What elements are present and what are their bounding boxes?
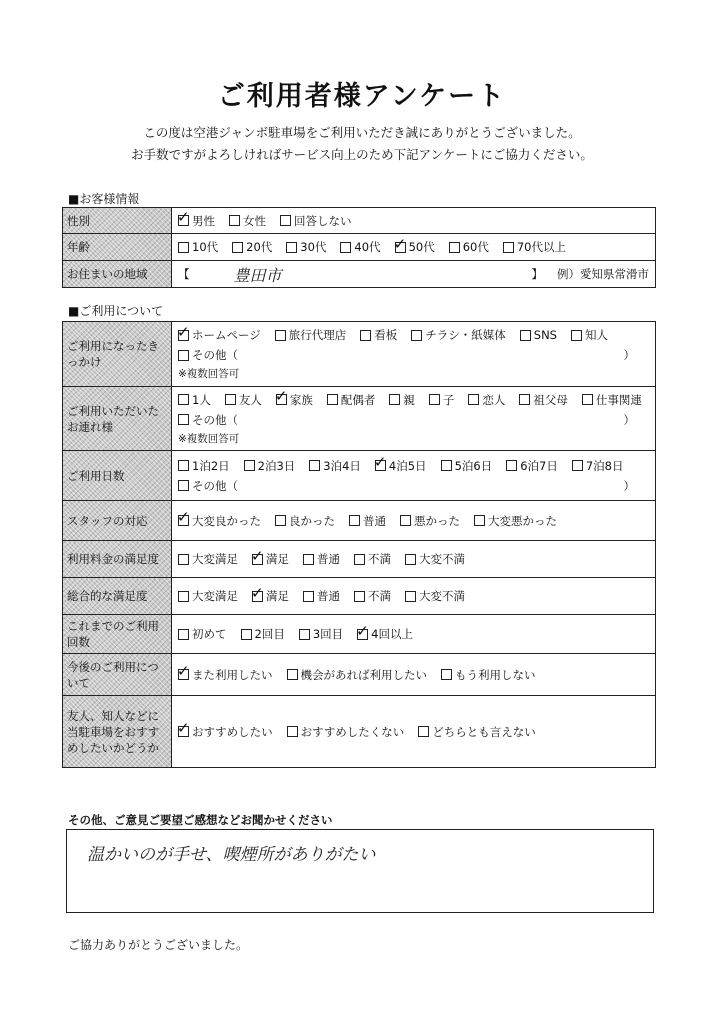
checkbox-icon[interactable] (178, 330, 189, 341)
checkbox-icon[interactable] (474, 515, 485, 526)
age-option-label: 70代以上 (516, 240, 566, 254)
days-option-label: 5泊6日 (454, 458, 493, 473)
checkbox-icon[interactable] (582, 394, 593, 405)
staff-option[interactable] (349, 513, 386, 529)
checkbox-icon[interactable] (275, 330, 286, 341)
checkbox-icon[interactable] (252, 591, 263, 602)
future-option[interactable] (287, 667, 428, 683)
checkbox-icon[interactable] (375, 460, 386, 471)
age-option-label: 50代 (408, 240, 435, 254)
trigger-option[interactable] (360, 327, 397, 343)
section-customer-info: ■お客様情報 (68, 192, 140, 206)
staff-option-label: 大変良かった (192, 513, 261, 528)
checkbox-icon[interactable] (178, 350, 189, 361)
companion-option[interactable] (468, 392, 505, 408)
overall-option[interactable] (178, 588, 238, 604)
checkbox-icon[interactable] (178, 414, 189, 425)
future-option[interactable] (441, 667, 536, 683)
staff-option[interactable] (474, 513, 557, 529)
checkbox-icon[interactable] (349, 515, 360, 526)
future-option-label: また利用したい (192, 667, 273, 682)
age-option[interactable] (178, 239, 218, 255)
count-options (178, 626, 649, 642)
row-label-staff: スタッフの対応 (63, 501, 172, 541)
companion-option-label: 恋人 (482, 392, 506, 407)
age-option-label: 20代 (246, 240, 273, 254)
comment-handwritten-text: 温かいのが手せ、喫煙所がありがたい (87, 845, 376, 865)
checkbox-icon[interactable] (389, 394, 400, 405)
checkbox-icon[interactable] (418, 726, 429, 737)
staff-option-label: 悪かった (414, 513, 460, 528)
checkbox-icon[interactable] (280, 215, 291, 226)
staff-option-label: 大変悪かった (488, 513, 557, 528)
checkbox-icon[interactable] (178, 554, 189, 565)
area-example: 例）愛知県常滑市 (557, 267, 649, 281)
age-option-label: 40代 (354, 240, 381, 254)
checkbox-icon[interactable] (275, 515, 286, 526)
checkbox-icon[interactable] (178, 591, 189, 602)
overall-option[interactable] (252, 588, 289, 604)
checkbox-icon[interactable] (520, 330, 531, 341)
staff-option[interactable] (275, 513, 335, 529)
companion-option-label: 祖父母 (533, 392, 568, 407)
age-option-label: 30代 (300, 240, 327, 254)
area-field[interactable] (172, 261, 656, 288)
trigger-option[interactable] (520, 327, 557, 343)
age-option[interactable] (503, 239, 566, 255)
companion-option-label: 友人 (238, 392, 262, 407)
row-label-days: ご利用日数 (63, 451, 172, 501)
checkbox-icon[interactable] (276, 394, 287, 405)
page-title: ご利用者様アンケート (217, 81, 507, 112)
age-option-label: 60代 (462, 240, 489, 254)
days-option[interactable] (506, 458, 558, 474)
overall-option-label: 満足 (266, 589, 289, 603)
intro-line-2: お手数ですがよろしければサービス向上のため下記アンケートにご協力ください。 (131, 147, 593, 162)
thanks-message: ご協力ありがとうございました。 (68, 938, 249, 952)
overall-option[interactable] (303, 588, 340, 604)
row-label-gender: 性別 (63, 208, 172, 234)
checkbox-icon[interactable] (178, 394, 189, 405)
overall-option-label: 不満 (368, 589, 391, 603)
future-option-label: もう利用しない (455, 667, 536, 682)
days-option[interactable] (441, 458, 493, 474)
count-option[interactable] (357, 626, 413, 642)
age-option[interactable] (340, 239, 380, 255)
trigger-option[interactable] (178, 327, 261, 343)
trigger-option-label: 旅行代理店 (288, 328, 347, 342)
companion-note: ※複数回答可 (178, 432, 240, 445)
fee-option-label: 大変不満 (419, 552, 465, 566)
companion-options (178, 392, 649, 428)
days-option-label: 4泊5日 (388, 458, 427, 473)
days-option[interactable] (178, 478, 238, 494)
trigger-option-label: 知人 (584, 328, 608, 342)
recommend-option-label: おすすめしたくない (300, 724, 405, 739)
age-option[interactable] (286, 239, 326, 255)
staff-option-label: 良かった (289, 513, 335, 528)
fee-option[interactable] (252, 551, 289, 567)
companion-option-label: その他（ (192, 412, 238, 427)
intro-line-1: この度は空港ジャンボ駐車場をご利用いただき誠にありがとうございました。 (143, 125, 581, 140)
checkbox-icon[interactable] (357, 629, 368, 640)
fee-option-label: 満足 (266, 552, 289, 566)
future-option[interactable] (178, 667, 273, 683)
checkbox-icon[interactable] (229, 215, 240, 226)
row-label-trigger: ご利用になったきっかけ (63, 322, 172, 387)
checkbox-icon[interactable] (286, 242, 297, 253)
gender-option[interactable] (280, 213, 352, 229)
trigger-option[interactable] (411, 327, 506, 343)
checkbox-icon[interactable] (178, 215, 189, 226)
checkbox-icon[interactable] (303, 554, 314, 565)
companion-other-close-paren: ） (623, 412, 635, 427)
checkbox-icon[interactable] (299, 629, 310, 640)
checkbox-icon[interactable] (503, 242, 514, 253)
gender-options (178, 213, 649, 229)
days-option-label: 7泊8日 (585, 458, 624, 473)
trigger-note: ※複数回答可 (178, 368, 240, 380)
staff-options (178, 513, 649, 529)
usage-table (62, 321, 656, 768)
checkbox-icon[interactable] (519, 394, 530, 405)
checkbox-icon[interactable] (287, 669, 298, 680)
fee-option-label: 普通 (317, 552, 340, 566)
checkbox-icon[interactable] (178, 726, 189, 737)
trigger-option-label: その他（ (192, 348, 238, 362)
companion-option[interactable] (178, 392, 211, 408)
companion-option[interactable] (389, 392, 415, 408)
gender-option-label: 女性 (243, 213, 266, 228)
checkbox-icon[interactable] (468, 394, 479, 405)
checkbox-icon[interactable] (506, 460, 517, 471)
overall-option[interactable] (354, 588, 391, 604)
checkbox-icon[interactable] (178, 480, 189, 491)
checkbox-icon[interactable] (241, 629, 252, 640)
staff-option[interactable] (178, 513, 261, 529)
trigger-options (178, 327, 649, 363)
checkbox-icon[interactable] (252, 554, 263, 565)
checkbox-icon[interactable] (441, 460, 452, 471)
comment-textarea[interactable] (66, 829, 654, 913)
gender-option[interactable] (229, 213, 266, 229)
companion-option[interactable] (225, 392, 262, 408)
overall-option-label: 大変不満 (419, 589, 465, 603)
checkbox-icon[interactable] (572, 460, 583, 471)
companion-option-label: 1人 (192, 392, 211, 407)
checkbox-icon[interactable] (449, 242, 460, 253)
overall-options (178, 588, 649, 604)
days-option[interactable] (572, 458, 624, 474)
section-usage: ■ご利用について (68, 304, 164, 318)
fee-option[interactable] (405, 551, 465, 567)
companion-option-label: 配偶者 (340, 392, 376, 407)
count-option-label: 3回目 (312, 627, 344, 641)
checkbox-icon[interactable] (327, 394, 338, 405)
companion-option[interactable] (178, 412, 238, 428)
checkbox-icon[interactable] (571, 330, 582, 341)
fee-options (178, 551, 649, 567)
trigger-option-label: ホームページ (192, 328, 261, 342)
recommend-option-label: おすすめしたい (192, 724, 273, 739)
area-handwritten-value: 豊田市 (233, 265, 282, 285)
checkbox-icon[interactable] (429, 394, 440, 405)
future-options (178, 667, 649, 683)
companion-option[interactable] (276, 392, 313, 408)
checkbox-icon[interactable] (309, 460, 320, 471)
days-option[interactable] (375, 458, 427, 474)
row-label-overall: 総合的な満足度 (63, 578, 172, 615)
checkbox-icon[interactable] (287, 726, 298, 737)
companion-option-label: 親 (403, 392, 415, 407)
trigger-option[interactable] (275, 327, 347, 343)
trigger-option-label: 看板 (374, 328, 398, 342)
staff-option[interactable] (400, 513, 460, 529)
count-option-label: 4回以上 (371, 627, 413, 641)
checkbox-icon[interactable] (303, 591, 314, 602)
overall-option[interactable] (405, 588, 465, 604)
checkbox-icon[interactable] (340, 242, 351, 253)
days-option[interactable] (178, 458, 230, 474)
age-option[interactable] (395, 239, 435, 255)
age-option[interactable] (232, 239, 272, 255)
checkbox-icon[interactable] (405, 591, 416, 602)
customer-info-table (62, 207, 656, 288)
checkbox-icon[interactable] (232, 242, 243, 253)
checkbox-icon[interactable] (354, 591, 365, 602)
trigger-option-label: SNS (533, 328, 557, 342)
comment-label: その他、ご意見ご要望ご感想などお聞かせください (68, 813, 333, 827)
checkbox-icon[interactable] (244, 460, 255, 471)
checkbox-icon[interactable] (354, 554, 365, 565)
trigger-option-label: チラシ・紙媒体 (425, 328, 506, 342)
companion-option-label: 仕事関連 (595, 392, 642, 407)
age-options (178, 239, 649, 255)
trigger-option[interactable] (178, 347, 238, 363)
recommend-options (178, 724, 649, 740)
checkbox-icon[interactable] (405, 554, 416, 565)
future-option-label: 機会があれば利用したい (300, 667, 427, 682)
recommend-option-label: どちらとも言えない (432, 724, 536, 739)
checkbox-icon[interactable] (411, 330, 422, 341)
trigger-other-close-paren: ） (623, 348, 635, 362)
recommend-option[interactable] (287, 724, 405, 740)
days-option[interactable] (309, 458, 361, 474)
fee-option-label: 不満 (368, 552, 391, 566)
companion-option[interactable] (582, 392, 642, 408)
row-label-future: 今後のご利用について (63, 654, 172, 696)
age-option-label: 10代 (192, 240, 219, 254)
row-label-count: これまでのご利用回数 (63, 615, 172, 654)
checkbox-icon[interactable] (178, 242, 189, 253)
gender-option[interactable] (178, 213, 215, 229)
days-option-label: その他（ (192, 478, 238, 493)
row-label-age: 年齢 (63, 234, 172, 261)
companion-option[interactable] (327, 392, 376, 408)
overall-option-label: 大変満足 (192, 589, 238, 603)
recommend-option[interactable] (178, 724, 273, 740)
count-option[interactable] (241, 626, 285, 642)
checkbox-icon[interactable] (178, 515, 189, 526)
days-option-label: 1泊2日 (192, 458, 230, 473)
fee-option[interactable] (303, 551, 340, 567)
area-close-bracket: 】 (531, 267, 543, 281)
row-label-area: お住まいの地域 (63, 261, 172, 288)
checkbox-icon[interactable] (178, 629, 189, 640)
fee-option-label: 大変満足 (192, 552, 238, 566)
count-option-label: 2回目 (254, 627, 285, 641)
days-option-label: 3泊4日 (323, 458, 361, 473)
gender-option-label: 男性 (192, 213, 215, 228)
row-label-fee: 利用料金の満足度 (63, 541, 172, 578)
staff-option-label: 普通 (363, 513, 386, 528)
recommend-option[interactable] (418, 724, 536, 740)
fee-option[interactable] (178, 551, 238, 567)
checkbox-icon[interactable] (360, 330, 371, 341)
days-option-label: 2泊3日 (257, 458, 296, 473)
trigger-option[interactable] (571, 327, 608, 343)
count-option[interactable] (299, 626, 343, 642)
count-option[interactable] (178, 626, 227, 642)
row-label-recommend: 友人、知人などに当駐車場をおすすめしたいかどうか (63, 696, 172, 768)
checkbox-icon[interactable] (441, 669, 452, 680)
companion-option[interactable] (429, 392, 455, 408)
checkbox-icon[interactable] (400, 515, 411, 526)
checkbox-icon[interactable] (178, 460, 189, 471)
area-open-bracket: 【 (178, 267, 190, 281)
checkbox-icon[interactable] (178, 669, 189, 680)
companion-option-label: 家族 (289, 392, 313, 407)
checkbox-icon[interactable] (225, 394, 236, 405)
days-option[interactable] (244, 458, 296, 474)
companion-option[interactable] (519, 392, 568, 408)
checkbox-icon[interactable] (395, 242, 406, 253)
companion-option-label: 子 (442, 392, 455, 407)
days-other-close-paren: ） (623, 478, 635, 493)
days-option-label: 6泊7日 (520, 458, 558, 473)
overall-option-label: 普通 (317, 589, 340, 603)
row-label-companion: ご利用いただいたお連れ様 (63, 387, 172, 451)
fee-option[interactable] (354, 551, 391, 567)
count-option-label: 初めて (192, 627, 227, 641)
days-options (178, 458, 649, 494)
gender-option-label: 回答しない (294, 213, 352, 228)
age-option[interactable] (449, 239, 489, 255)
